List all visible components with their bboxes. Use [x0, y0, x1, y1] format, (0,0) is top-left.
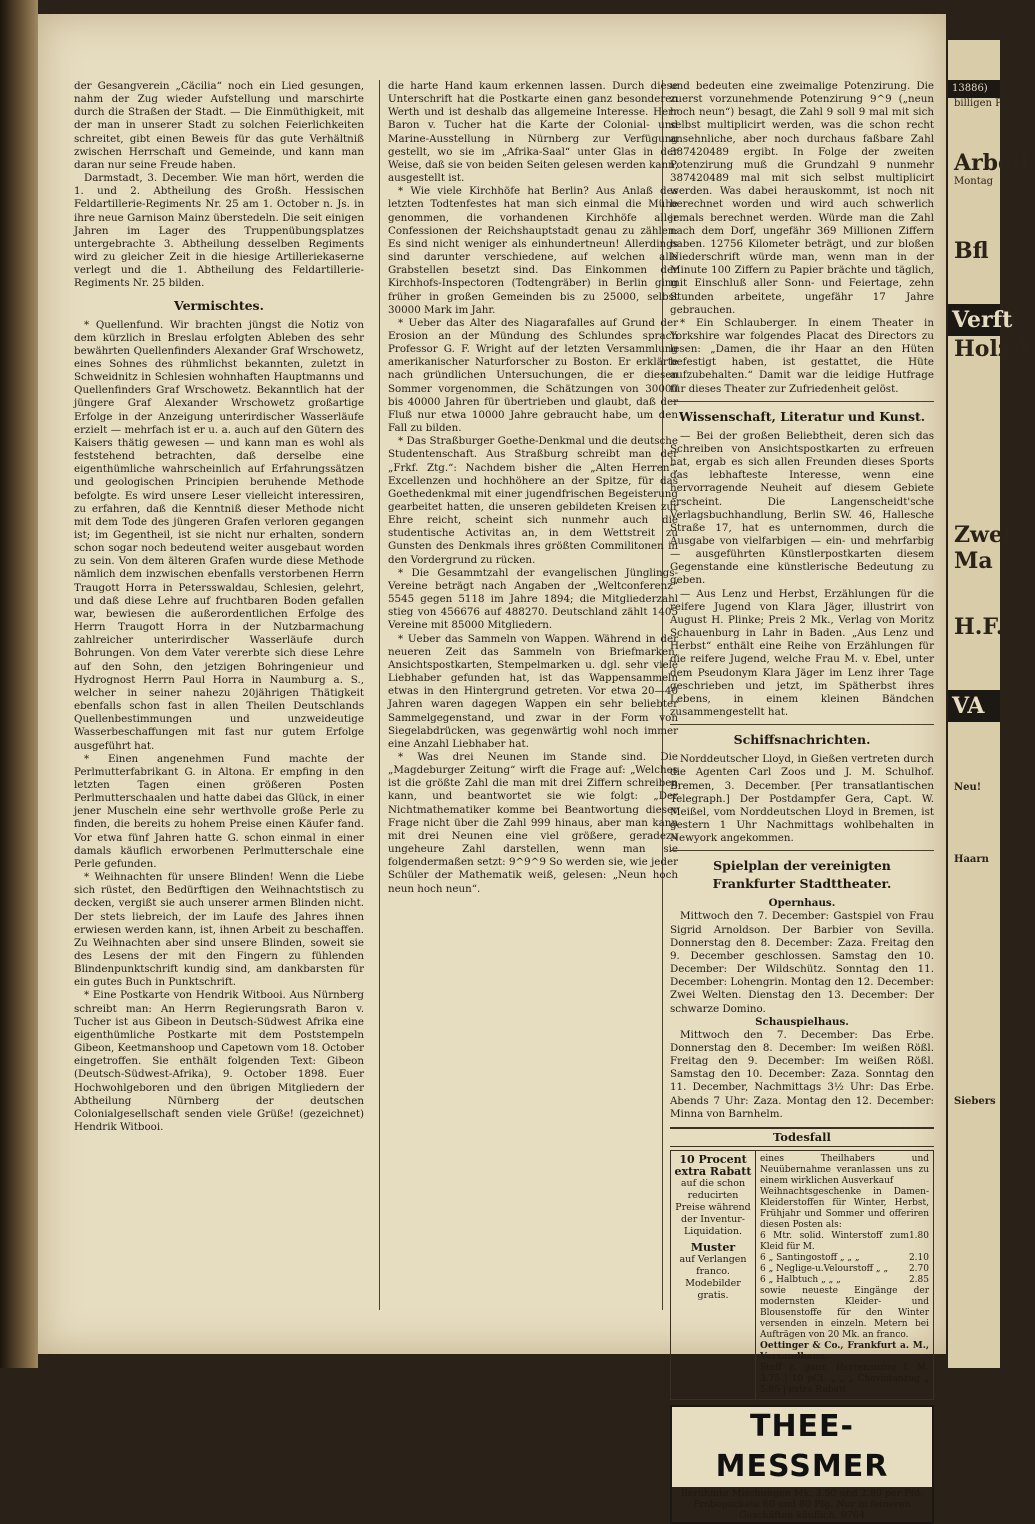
fragment-text: Verft	[948, 304, 1000, 336]
column-3	[670, 80, 934, 1524]
ad-brand-title: THEE-MESSMER	[672, 1407, 932, 1487]
section-heading-vermischtes: Vermischtes.	[174, 297, 264, 313]
section-heading-wissenschaft: Wissenschaft, Literatur und Kunst.	[678, 408, 926, 424]
ad-muster: Muster	[690, 1241, 736, 1255]
ad-price-line	[760, 1253, 929, 1264]
article-text: * Quellenfund. Wir brachten jüngst die Notiz von dem kürzlich in Breslau erfolgten Ableben des sehr bewährten Quellenfinders Alexander Graf Wrschowetz, eines Sohnes des rühmlichst bekannten, zuletzt in Schweidnitz in Schlesien wohnhaften Hauptmanns und Quellenfinders Graf Wrschowetz. Bekanntlich hat der jüngere Graf Alexander Wrschowetz großartige Erfolge in der Anzeigung unterirdischer Wasserläufe erzielt — mehrfach ist er u. a. auch auf den Gütern des Kaisers thätig gewesen — und kann man es wohl als feststehend betrachten, daß derselbe eine eigenthümliche wahrscheinlich auf Erfahrungssätzen und geologischen Principien beruhende Methode befolgte. Es wird unsere Leser vielleicht interessiren, zu erfahren, daß die Kenntniß dieser Methode nicht mit dem Tode des jüngeren Grafen verloren gegangen ist; im Gegentheil, ist sie nicht nur erhalten, sondern schon sogar noch bedeutend weiter ausgebaut worden zu sein. Von dem älteren Grafen wurde diese Methode nämlich dem inzwischen ebenfalls verstorbenen Herrn Traugott Horra in Petersswaldau, Schlesien, gelehrt, und daß diese Lehre auf fruchtbaren Boden gefallen war, bewiesen die außerordentlichen Erfolge des Herrn Traugott Horra in der Nutzbarmachung zahlreicher unterirdischer Wasserläufe durch Bohrungen. Von dem Vater vererbte sich diese Lehre auf den Sohn, den jetzigen Bohringenieur und Hydrognost Herrn Paul Horra in Naumburg a. S., welcher in seiner nahezu 20jährigen Thätigkeit ebenfalls schon fast in allen Theilen Deutschlands Quellenbestimmungen und unzweideutige Wasserbeschaffungen mit fast nur gutem Erfolge ausgeführt hat.	[74, 318, 364, 752]
ad-text: Stoff z. ganz. Herrenanzug f. M. 3.75 | 10 pCt. „ „ „ Cheviotanzug „ 5.85 | extra Rabatt	[760, 1363, 929, 1396]
ad-company: Oettinger & Co., Frankfurt a. M., Versandhaus.	[760, 1341, 929, 1363]
section-heading-spielplan: Spielplan der vereinigten Frankfurter Stadttheater.	[712, 858, 892, 892]
adjacent-page-edge	[948, 40, 1035, 1368]
fragment-text: H.F.	[954, 614, 1004, 640]
article-text: * Wie viele Kirchhöfe hat Berlin? Aus Anlaß des letzten Todtenfestes hat man sich einmal die Mühe genommen, die vorhandenen Kirchhöfe aller Confessionen der Reichshauptstadt genau zu zählen: Es sind nicht weniger als einhundertneun! Allerdings sind darunter verschiedene, auf welchen alle Grabstellen besetzt sind. Das Einkommen der Kirchhofs-Inspectoren (Todtengräber) in Berlin ging früher in großen Gemeinden bis zu 25000, selbst 30000 Mark im Jahr.	[388, 185, 678, 316]
article-text: * Das Straßburger Goethe-Denkmal und die deutsche Studentenschaft. Aus Straßburg schreibt man der „Frkf. Ztg.“: Nachdem bisher die „Alten Herren“, Excellenzen und hochhöhere an der Spitze, für das Goethedenkmal mit einer jugendfrischen Begeisterung gearbeitet hatten, die unseren gebildeten Kreisen zur Ehre reicht, scheint sich nunmehr auch die studentische Activitas an, in dem Wettstreit zu Gunsten des Denkmals ihres größten Commilitonen in den Vordergrund zu rücken.	[388, 435, 678, 566]
fragment-text: Haarn	[954, 854, 989, 865]
fragment-text: 13886)	[948, 80, 1000, 98]
article-text: * Eine Postkarte von Hendrik Witbooi. Aus Nürnberg schreibt man: An Herrn Regierungsrath Baron v. Tucher ist aus Gibeon in Deutsch-Südwest Afrika eine eigenthümliche Postkarte mit dem Poststempeln Gibeon, Keetmanshoop und Capetown vom 18. October eingetroffen. Sie enthält folgenden Text: Gibeon (Deutsch-Südwest-Afrika), 9. October 1898. Euer Hochwohlgeboren und den übrigen Mitgliedern der Abtheilung Nürnberg der deutschen Colonialgesellschaft senden viele Grüße! (gezeichnet) Hendrik Witbooi.	[74, 989, 364, 1134]
ad-price-line	[760, 1264, 929, 1275]
ad-item: 6 „ Halbtuch „ „ „	[760, 1275, 841, 1286]
fragment-text: Bfl	[954, 238, 989, 264]
article-text: — Aus Lenz und Herbst, Erzählungen für die reifere Jugend von Klara Jäger, illustrirt von August H. Plinke; Preis 2 Mk., Verlag von Moritz Schauenburg in Lahr in Baden. „Aus Lenz und Herbst“ enthält eine Reihe von Erzählungen für die reifere Jugend, welche Frau M. v. Ebel, unter dem Pseudonym Klara Jäger im Lenz ihrer Tage geschrieben und jetzt, im Spätherbst ihres Lebens, in einem kleinen Bändchen zusammengestellt hat.	[670, 587, 934, 719]
subheading-schauspielhaus: Schauspielhaus.	[755, 1015, 849, 1028]
article-text: — Bei der großen Beliebtheit, deren sich das Schreiben von Ansichtspostkarten zu erfreuen hat, ergab es sich allen Freunden dieses Sports das lebhafteste Interesse, wenn eine hervorragende Neuheit auf diesem Gebiete erscheint. Die Langenscheidt'sche Verlagsbuchhandlung, Berlin SW. 46, Hallesche Straße 17, hat es unternommen, durch die Ausgabe von vielfarbigen — ein- und mehrfarbig — ausgeführten Künstlerpostkarten diesem Gegenstande eine künstlerische Bedeutung zu geben.	[670, 429, 934, 587]
ad-item: 6 „ Santingostoff „ „ „	[760, 1253, 860, 1264]
fragment-text: Montag	[954, 176, 994, 187]
ad-discount: 10 Procent	[679, 1153, 747, 1167]
ad-price-line	[760, 1275, 929, 1286]
ad-text: sowie neueste Eingänge der modernsten Kleider- und Blousenstoffe für den Winter versenden in einzeln. Metern bei Aufträgen von 20 Mk. an franco.	[760, 1286, 929, 1341]
ad-text: Weihnachtsgeschenke in Damen-Kleiderstoffen für Winter, Herbst, Frühjahr und Sommer und offeriren diesen Posten als:	[760, 1187, 929, 1231]
fragment-text: Ma	[954, 548, 993, 574]
ad-item: 6 „ Neglige-u.Velourstoff „ „	[760, 1264, 889, 1275]
fragment-text: Neu!	[954, 782, 982, 793]
fragment-text: Siebers	[954, 1096, 996, 1107]
column-divider	[379, 80, 380, 1310]
article-text: Norddeutscher Lloyd, in Gießen vertreten durch die Agenten Carl Zoos und J. M. Schulhof. Bremen, 3. December. [Per transatlantischen Telegraph.] Der Postdampfer Gera, Capt. W. Meißel, vom Norddeutschen Lloyd in Bremen, ist gestern 1 Uhr Nachmittags wohlbehalten in Newyork angekommen.	[670, 753, 934, 845]
column-1	[74, 80, 364, 1134]
ad-item: 6 Mtr. solid. Winterstoff zum Kleid für M.	[760, 1231, 909, 1253]
ad-price: 2.10	[908, 1253, 929, 1264]
article-text: * Ueber das Alter des Niagarafalles auf Grund der Erosion an der Mündung des Schlundes sprach Professor G. F. Wright auf der letzten Versammlung amerikanischer Naturforscher zu Boston. Er erklärte nach gründlichen Untersuchungen, die er diesen Sommer vorgenommen, die Schätzungen von 30000 bis 40000 Jahren für übertrieben und glaubt, daß der Fluß nur etwa 10000 Jahre gebraucht habe, um den Fall zu bilden.	[388, 316, 678, 435]
article-text: * Ein Schlauberger. In einem Theater in Yorkshire war folgendes Placat des Directors zu lesen: „Damen, die ihr Haar an den Hüten befestigt haben, ist gestattet, die Hüte aufzubehalten.“ Damit war die leidige Hutfrage für dieses Theater zur Zufriedenheit gelöst.	[670, 316, 934, 395]
fragment-text: Zwei	[954, 522, 1012, 548]
article-text: Darmstadt, 3. December. Wie man hört, werden die 1. und 2. Abtheilung des Großh. Hessischen Feldartillerie-Regiments Nr. 25 am 1. October n. Js. in ihre neue Garnison Mainz überstedeln. Die seit einigen Jahren im Lager des Truppenübungsplatzes untergebrachte 3. Abtheilung desselben Regiments wird zu gleicher Zeit in die hiesige Artilleriekaserne verlegt und die 1. Abtheilung des Feldartillerie-Regiments Nr. 25 bilden.	[74, 172, 364, 290]
article-text: * Einen angenehmen Fund machte der Perlmutterfabrikant G. in Altona. Er empfing in den letzten Tagen einen größeren Posten Perlmutterschaalen und hatte dabei das Glück, in einer jener Muscheln eine sehr werthvolle große Perle zu finden, die bereits zu hohem Preise einen Käufer fand. Vor etwa fünf Jahren hatte G. schon einmal in einer damals käuflich erworbenen Perlmutterschale eine Perle gefunden.	[74, 752, 364, 870]
article-text: und bedeuten eine zweimalige Potenzirung. Die zuerst vorzunehmende Potenzirung 9^9 („neun hoch neun“) besagt, die Zahl 9 soll 9 mal mit sich selbst multiplicirt werden, was die schon recht ansehnliche, aber noch durchaus faßbare Zahl 387420489 ergibt. In Folge der zweiten Potenzirung muß die Grundzahl 9 nunmehr 387420489 mal mit sich selbst multiplicirt werden. Was dabei herauskommt, ist noch nit berechnet worden und wird auch schwerlich jemals berechnet werden. Würde man die Zahl nach dem Dorf, ungefähr 369 Millionen Ziffern haben. 12756 Kilometer beträgt, und zur bloßen Niederschrift würde man, wenn man in der Minute 100 Ziffern zu Papier brächte und täglich, mit Einschluß aller Sonn- und Feiertage, zehn Stunden arbeitete, ungefähr 17 Jahre gebrauchen.	[670, 80, 934, 316]
ad-price-line	[760, 1231, 929, 1253]
subheading-opernhaus: Opernhaus.	[768, 897, 836, 910]
fragment-text: billigen Pf	[954, 98, 1006, 109]
ad-left-panel	[671, 1151, 756, 1399]
ad-text: eines Theilhabers und Neuübernahme veranlassen uns zu einem wirklichen Ausverkauf	[760, 1154, 929, 1187]
column-2	[388, 80, 678, 896]
article-text: Mittwoch den 7. December: Gastspiel von Frau Sigrid Arnoldson. Der Barbier von Sevilla. Donnerstag den 8. December: Zaza. Freitag den 9. December geschlossen. Samstag den 10. December: Der Wildschütz. Sonntag den 11. December: Lohengrin. Montag den 12. December: Zwei Welten. Dienstag den 13. December: Der schwarze Domino.	[670, 910, 934, 1015]
article-text: * Was drei Neunen im Stande sind. Die „Magdeburger Zeitung“ wirft die Frage auf: „Welches ist die größte Zahl die man mit drei Ziffern schreiben kann, und beantwortet sie wie folgt: „Der Nichtmathematiker komme bei Beantwortung dieser Frage nicht über die Zahl 999 hinaus, aber man kann mit drei Neunen eine viel größere, geradezu ungeheure Zahl darstellen, wenn man sie folgendermaßen setzt: 9^9^9 So werden sie, wie jeder Schüler der Mathematik weiß, gelesen: „Neun hoch neun hoch neun“.	[388, 750, 678, 895]
article-text: * Weihnachten für unsere Blinden! Wenn die Liebe sich rüstet, den Bedürftigen den Weihnachtstisch zu decken, vergißt sie auch unserer armen Blinden nicht. Der stets liebreich, der im Laufe des Jahres ihnen erwiesen werden kann, ist, ihnen Arbeit zu beschaffen. Zu Weihnachten aber sind unsere Blinden, soweit sie des Lesens der mit den Fingern zu fühlenden Blindenpunktschrift kundig sind, am dankbarsten für ein gutes Buch in Punktschrift.	[74, 871, 364, 989]
article-text: der Gesangverein „Cäcilia“ noch ein Lied gesungen, nahm der Zug wieder Aufstellung und marschirte durch die Straßen der Stadt. — Die Einmüthigkeit, mit der man in unserer Stadt zu solchen Feierlichkeiten schreitet, gibt einen Beweis für das gute Verhältniß zwischen Herrschaft und Gemeinde, und kann man daran nur seine Freude haben.	[74, 80, 364, 171]
ad-text: auf die schon reducirten Preise während der Inventur-Liquidation.	[675, 1178, 751, 1238]
ad-price: 2.85	[908, 1275, 929, 1286]
fragment-text: Holz-V	[954, 336, 1035, 362]
article-text: Mittwoch den 7. December: Das Erbe. Donnerstag den 8. December: Im weißen Rößl. Freitag den 9. December: Im weißen Rößl. Samstag den 10. December: Zaza. Sonntag den 11. December, Nachmittags 3½ Uhr: Das Erbe. Abends 7 Uhr: Zaza. Montag den 12. December: Minna von Barnhelm.	[670, 1028, 934, 1120]
fragment-text: Arbeit	[954, 150, 1031, 176]
section-heading-schiffsnachrichten: Schiffsnachrichten.	[733, 732, 871, 748]
article-text: * Ueber das Sammeln von Wappen. Während in der neueren Zeit das Sammeln von Briefmarken, Ansichtspostkarten, Stempelmarken u. dgl. sehr viele Liebhaber gefunden hat, ist das Wappensammeln etwas in den Hintergrund getreten. Vor etwa 20—40 Jahren waren dagegen Wappen ein sehr beliebter Sammelgegenstand, und zwar in der Form von Siegelabdrücken, was gegenwärtig wohl noch immer eine Anzahl Liebhaber hat.	[388, 632, 678, 750]
ad-text: auf Verlangen franco.	[679, 1254, 747, 1278]
ad-right-panel	[756, 1151, 933, 1399]
advertisement-ausverkauf	[670, 1150, 934, 1400]
divider	[670, 850, 934, 851]
fragment-text: VA	[948, 690, 1000, 722]
book-spine-edge	[0, 0, 38, 1368]
article-text: die harte Hand kaum erkennen lassen. Durch diese Unterschrift hat die Postkarte einen ganz besonderen Werth und ist deshalb das allgemeine Interesse. Herr Baron v. Tucher hat die Karte der Colonial- und Marine-Ausstellung in Nürnberg zur Verfügung gestellt, wo sie im „Afrika-Saal“ unter Glas in der Weise, daß sie von beiden Seiten gelesen werden kann, ausgestellt ist.	[388, 80, 678, 185]
ad-title-todesfall: Todesfall	[670, 1127, 934, 1147]
ad-text: Modebilder gratis.	[685, 1278, 741, 1302]
ad-text: Berühmte Mischungen Mk. 3.50 und 2.80 per Pfd. Probepackete 60 und 80 Pfg. Nur in feineren Geschäften käuflich. 9764	[680, 1488, 924, 1522]
advertisement-thee-messmer	[670, 1405, 934, 1524]
article-text: * Die Gesammtzahl der evangelischen Jünglings-Vereine beträgt nach Angaben der „Weltconferenz“ 5545 gegen 5118 im Jahre 1894; die Mitgliederzahl stieg von 456676 auf 488270. Deutschland zählt 1405 Vereine mit 85000 Mitgliedern.	[388, 566, 678, 632]
ad-price: 1.80	[908, 1231, 929, 1242]
divider	[670, 724, 934, 725]
ad-discount-label: extra Rabatt	[674, 1165, 752, 1179]
ad-price: 2.70	[908, 1264, 929, 1275]
divider	[670, 401, 934, 402]
